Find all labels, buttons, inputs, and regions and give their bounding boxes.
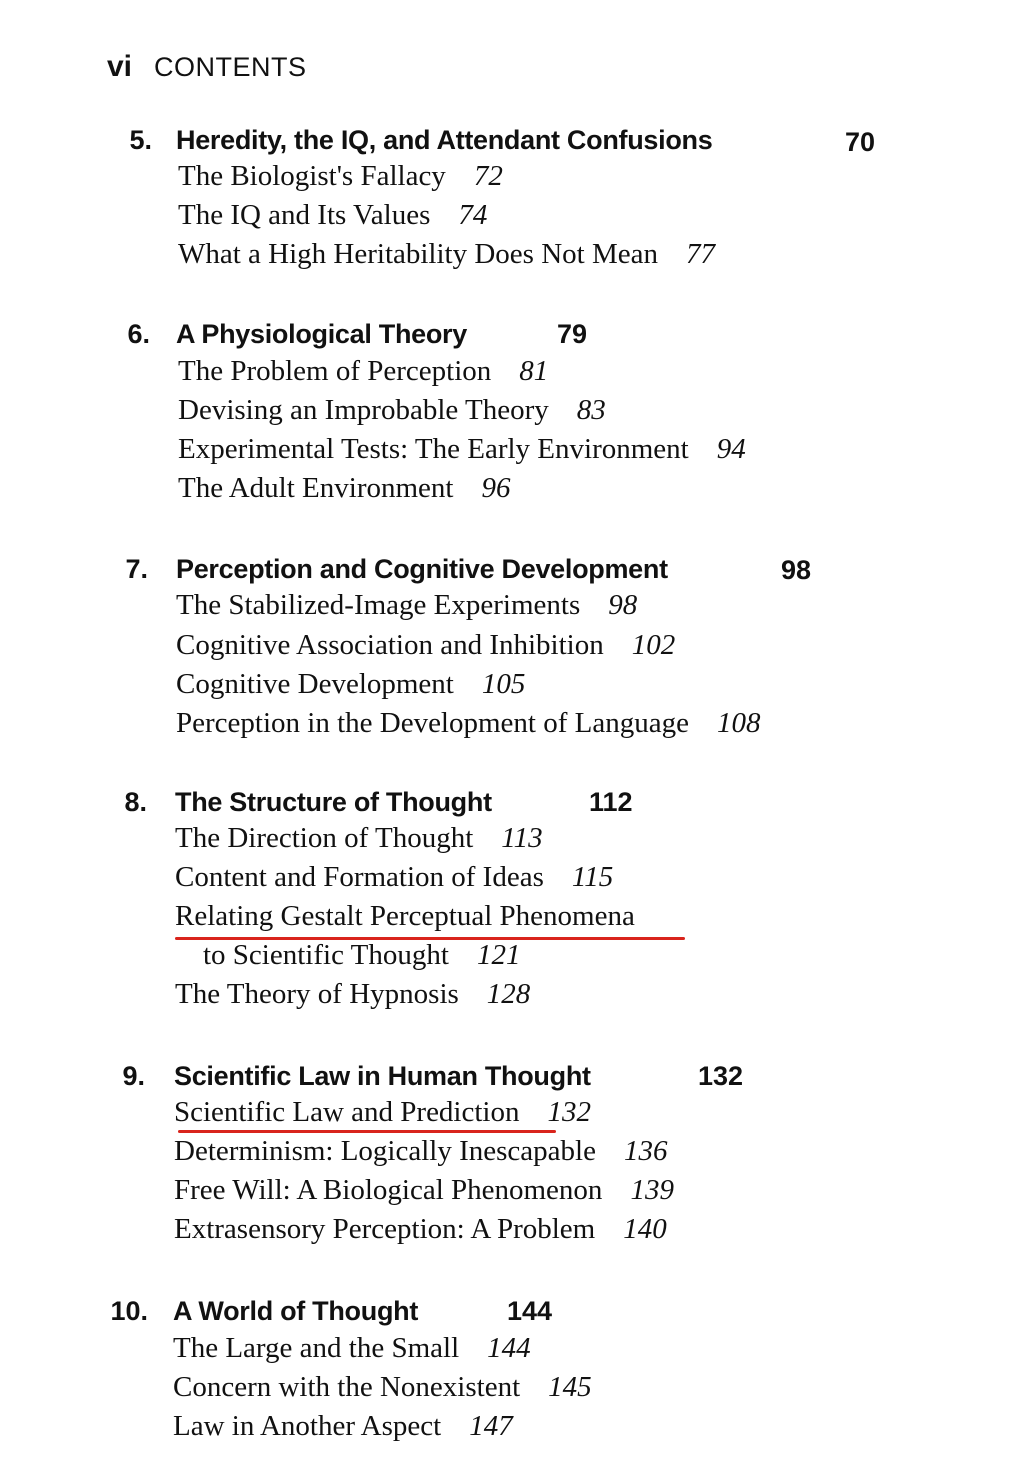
entry-page: 136	[623, 1135, 668, 1167]
chapter-title: A Physiological Theory	[176, 319, 467, 349]
chapter-number: 8.	[124, 787, 147, 817]
toc-entry	[175, 822, 543, 855]
entry-page: 145	[548, 1371, 592, 1403]
entry-title: The Large and the Small	[173, 1332, 460, 1364]
toc-entry	[178, 472, 510, 505]
chapter-page: 98	[781, 555, 812, 585]
chapter-number: 6.	[127, 319, 150, 349]
entry-page: 128	[486, 978, 531, 1010]
entry-title: Content and Formation of Ideas	[175, 861, 544, 893]
entry-page: 77	[686, 238, 715, 270]
entry-page: 105	[481, 668, 526, 700]
entry-title: The Problem of Perception	[178, 355, 492, 387]
toc-entry-continuation	[203, 939, 520, 972]
entry-page: 102	[631, 629, 676, 661]
toc-entry	[175, 900, 635, 933]
entry-page: 144	[487, 1332, 531, 1364]
entry-title: Devising an Improbable Theory	[178, 394, 549, 426]
entry-title: The IQ and Its Values	[178, 199, 431, 231]
entry-title: Relating Gestalt Perceptual Phenomena	[175, 900, 635, 932]
entry-page: 74	[458, 199, 488, 231]
entry-title: Extrasensory Perception: A Problem	[174, 1213, 596, 1245]
toc-entry	[176, 707, 760, 740]
entry-title: The Adult Environment	[178, 472, 454, 504]
chapter-title: Scientific Law in Human Thought	[174, 1061, 591, 1091]
entry-title: Experimental Tests: The Early Environment	[178, 433, 689, 465]
toc-entry	[174, 1213, 667, 1246]
entry-title: Scientific Law and Prediction	[174, 1096, 520, 1128]
toc-entry	[176, 629, 675, 662]
toc-entry	[178, 433, 746, 466]
entry-page: 96	[481, 472, 511, 504]
toc-entry	[174, 1174, 674, 1207]
chapter-page: 112	[589, 787, 633, 817]
entry-page: 115	[571, 861, 614, 893]
entry-page: 98	[608, 589, 638, 621]
entry-page: 81	[519, 355, 549, 387]
chapter-page: 144	[507, 1296, 553, 1326]
entry-page: 113	[501, 822, 543, 854]
chapter-page: 79	[557, 319, 588, 349]
toc-entry	[173, 1371, 592, 1404]
entry-page: 132	[547, 1096, 591, 1128]
toc-entry	[176, 589, 637, 622]
toc-entry	[178, 238, 715, 271]
entry-page: 140	[623, 1213, 667, 1245]
entry-page: 72	[473, 160, 503, 192]
toc-entry	[176, 668, 525, 701]
chapter-title: Heredity, the IQ, and Attendant Confusions	[176, 125, 713, 155]
entry-title: The Biologist's Fallacy	[178, 160, 446, 192]
entry-title: Free Will: A Biological Phenomenon	[174, 1174, 603, 1206]
entry-title: The Theory of Hypnosis	[175, 978, 459, 1010]
entry-page: 121	[476, 939, 521, 971]
running-head	[107, 50, 307, 84]
entry-title: Law in Another Aspect	[173, 1410, 442, 1442]
toc-entry	[178, 160, 503, 193]
entry-title: Cognitive Association and Inhibition	[176, 629, 604, 661]
entry-page: 139	[630, 1174, 674, 1206]
entry-title: The Direction of Thought	[175, 822, 474, 854]
running-head-title: CONTENTS	[154, 52, 307, 82]
chapter-number: 10.	[110, 1296, 148, 1326]
entry-title: Perception in the Development of Language	[176, 707, 689, 739]
toc-entry	[173, 1332, 531, 1365]
entry-page: 147	[469, 1410, 513, 1442]
toc-entry	[174, 1135, 667, 1168]
entry-title: Concern with the Nonexistent	[173, 1371, 521, 1403]
chapter-number: 7.	[125, 554, 148, 584]
chapter-page: 132	[698, 1061, 744, 1091]
toc-entry	[175, 861, 613, 894]
entry-page: 94	[716, 433, 746, 465]
entry-title: What a High Heritability Does Not Mean	[178, 238, 658, 270]
red-underline-annotation	[178, 1130, 556, 1133]
chapter-page: 70	[845, 127, 876, 157]
entry-title: to Scientific Thought	[203, 939, 449, 971]
chapter-number: 9.	[122, 1061, 145, 1091]
entry-page: 83	[576, 394, 606, 426]
entry-page: 108	[716, 707, 761, 739]
toc-entry	[178, 355, 548, 388]
toc-entry	[175, 978, 530, 1011]
entry-title: The Stabilized-Image Experiments	[176, 589, 581, 621]
chapter-title: Perception and Cognitive Development	[176, 554, 668, 584]
toc-entry	[178, 199, 487, 232]
entry-title: Determinism: Logically Inescapable	[174, 1135, 596, 1167]
chapter-title: A World of Thought	[173, 1296, 419, 1326]
chapter-number: 5.	[129, 125, 152, 155]
toc-entry	[178, 394, 606, 427]
toc-entry	[173, 1410, 513, 1443]
page-number: vi	[107, 50, 133, 83]
entry-title: Cognitive Development	[176, 668, 454, 700]
chapter-title: The Structure of Thought	[175, 787, 492, 817]
toc-entry	[174, 1096, 591, 1129]
